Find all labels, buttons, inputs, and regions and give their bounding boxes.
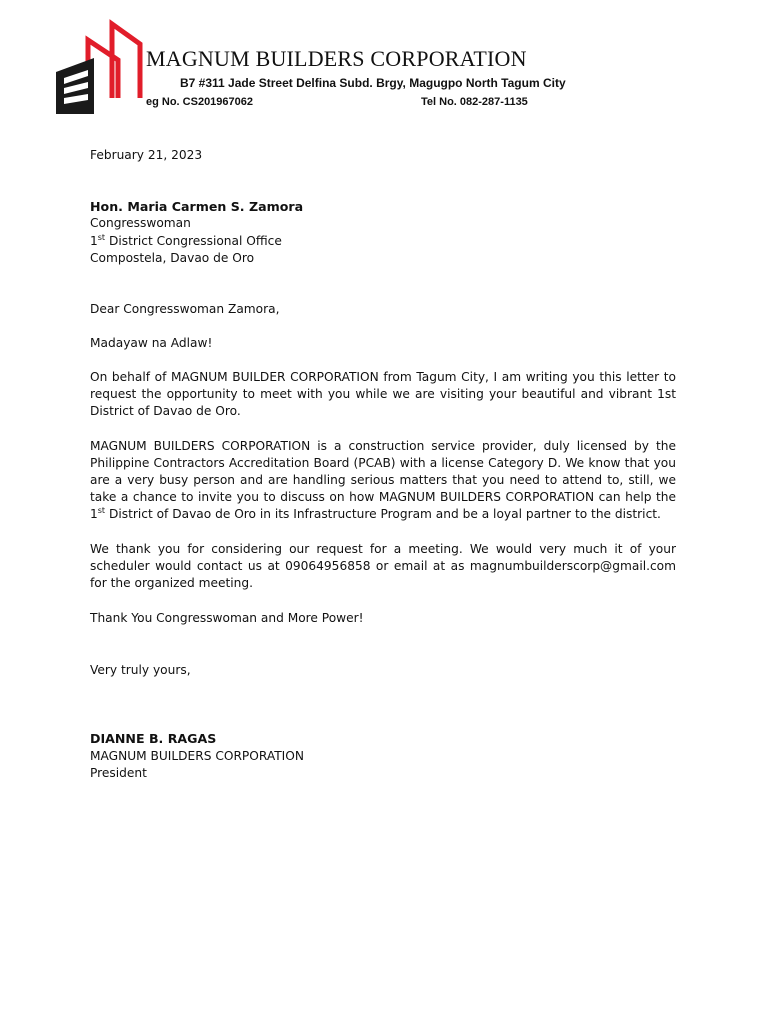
paragraph-1: On behalf of MAGNUM BUILDER CORPORATION from Tagum City, I am writing you this letter to request the opportunity to meet with you while we are visiting your beautiful and vibrant 1st District of Davao de Oro. — [90, 370, 676, 418]
registration-number: eg No. CS201967062 — [146, 96, 254, 108]
company-address: B7 #311 Jade Street Delfina Subd. Brgy, Magugpo North Tagum City — [180, 76, 566, 90]
company-name: MAGNUM BUILDERS CORPORATION — [146, 46, 527, 71]
recipient-location: Compostela, Davao de Oro — [90, 251, 255, 265]
greeting: Madayaw na Adlaw! — [90, 336, 213, 350]
paragraph-2: MAGNUM BUILDERS CORPORATION is a construction service provider, duly licensed by the Philippine Contractors Accreditation Board (PCAB) with a license Category D. We know that you are a very busy person and are handling serious matters that you need to attend to, still, we take a chance to invite you to discuss on how MAGNUM BUILDERS CORPORATION can help the 1st District of Davao de Oro in its Infrastructure Program and be a loyal partner to the district. — [90, 439, 676, 521]
signatory-company: MAGNUM BUILDERS CORPORATION — [90, 749, 304, 763]
salutation: Dear Congresswoman Zamora, — [90, 302, 280, 316]
closing: Very truly yours, — [90, 663, 191, 677]
recipient-title: Congresswoman — [90, 216, 191, 230]
signatory-name: DIANNE B. RAGAS — [90, 731, 217, 746]
recipient-office: 1st District Congressional Office — [90, 232, 282, 248]
telephone-number: Tel No. 082-287-1135 — [421, 96, 528, 108]
signatory-position: President — [90, 766, 147, 780]
paragraph-4: Thank You Congresswoman and More Power! — [90, 611, 364, 625]
recipient-name: Hon. Maria Carmen S. Zamora — [90, 199, 304, 214]
paragraph-3: We thank you for considering our request for a meeting. We would very much it of your scheduler would contact us at 09064956858 or email at as magnumbuilderscorp@gmail.com for the organized meeting. — [90, 542, 676, 590]
company-logo — [54, 18, 144, 116]
letter-date: February 21, 2023 — [90, 148, 203, 162]
